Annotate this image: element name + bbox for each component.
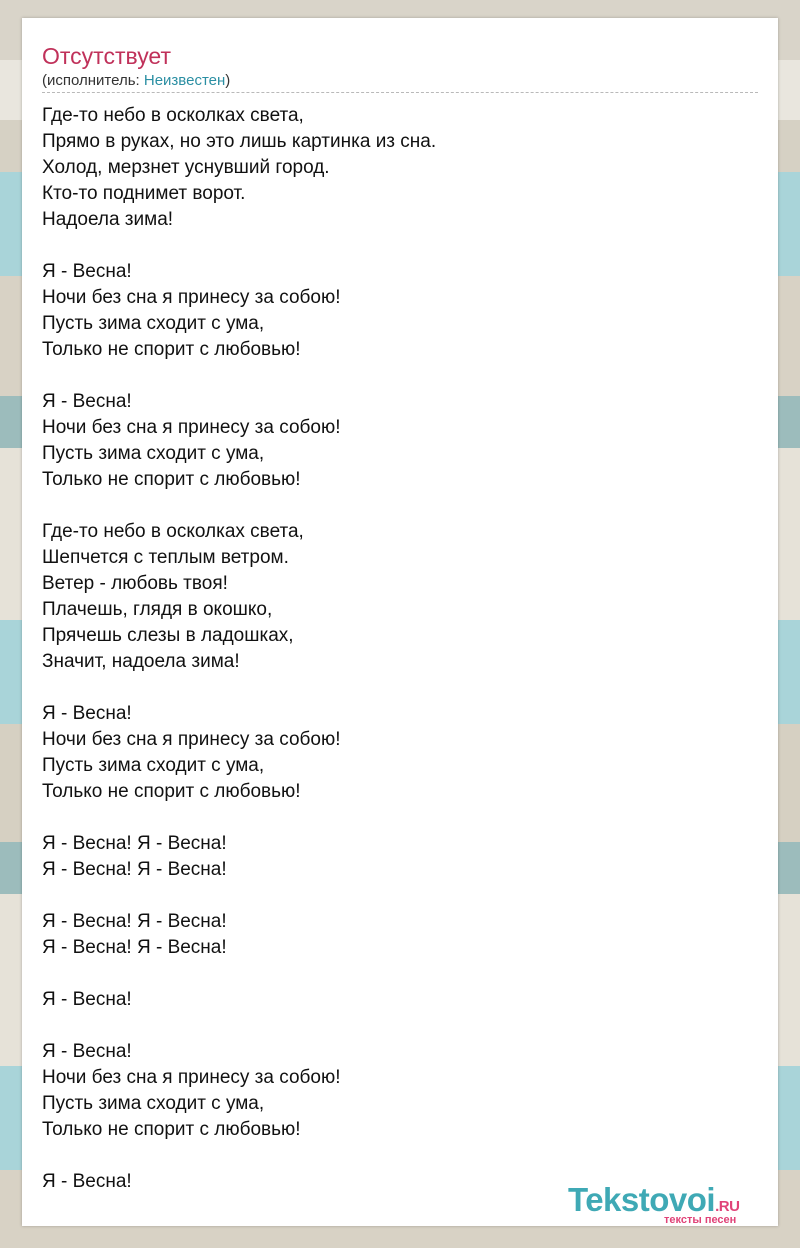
lyric-line — [42, 363, 742, 389]
lyrics-text — [42, 103, 742, 1195]
lyric-line: Ночи без сна я принесу за собою! — [42, 1067, 341, 1088]
lyric-line: Только не спорит с любовью! — [42, 469, 301, 490]
lyric-line: Ночи без сна я принесу за собою! — [42, 729, 341, 750]
logo-main-text: Tekstovoi — [568, 1181, 716, 1218]
lyric-line: Я - Весна! — [42, 1171, 132, 1192]
logo-tld: .RU — [715, 1198, 740, 1215]
lyric-line — [42, 1143, 742, 1169]
lyric-line — [42, 493, 742, 519]
lyric-line — [42, 883, 742, 909]
site-logo[interactable] — [568, 1180, 778, 1226]
lyric-line: Шепчется с теплым ветром. — [42, 547, 289, 568]
artist-suffix: ) — [225, 72, 231, 89]
artist-prefix: (исполнитель: — [42, 72, 144, 89]
lyric-line: Я - Весна! — [42, 261, 132, 282]
lyric-line — [42, 961, 742, 987]
lyric-line: Я - Весна! Я - Весна! — [42, 833, 227, 854]
lyric-line: Я - Весна! — [42, 989, 132, 1010]
lyric-line: Пусть зима сходит с ума, — [42, 755, 265, 776]
lyric-line — [42, 675, 742, 701]
lyric-line: Прямо в руках, но это лишь картинка из сна. — [42, 131, 437, 152]
lyric-line — [42, 805, 742, 831]
lyrics-card — [22, 18, 778, 1226]
lyric-line: Плачешь, глядя в окошко, — [42, 599, 273, 620]
lyric-line: Ветер - любовь твоя! — [42, 573, 228, 594]
lyric-line: Ночи без сна я принесу за собою! — [42, 287, 341, 308]
lyric-line: Я - Весна! — [42, 1041, 132, 1062]
lyric-line: Я - Весна! Я - Весна! — [42, 937, 227, 958]
lyric-line — [42, 233, 742, 259]
lyric-line: Пусть зима сходит с ума, — [42, 443, 265, 464]
lyric-line: Я - Весна! — [42, 703, 132, 724]
header-divider — [42, 92, 758, 93]
lyric-line: Где-то небо в осколках света, — [42, 521, 304, 542]
lyric-line: Где-то небо в осколках света, — [42, 105, 304, 126]
lyric-line: Холод, мерзнет уснувший город. — [42, 157, 330, 178]
lyric-line: Кто-то поднимет ворот. — [42, 183, 246, 204]
lyric-line: Я - Весна! Я - Весна! — [42, 911, 227, 932]
lyric-line: Только не спорит с любовью! — [42, 781, 301, 802]
lyric-line: Пусть зима сходит с ума, — [42, 1093, 265, 1114]
lyric-line: Ночи без сна я принесу за собою! — [42, 417, 341, 438]
logo-subtitle: тексты песен — [664, 1214, 737, 1226]
artist-link[interactable]: Неизвестен — [143, 72, 226, 89]
artist-line — [42, 72, 230, 90]
lyric-line: Только не спорит с любовью! — [42, 1119, 301, 1140]
lyric-line: Пусть зима сходит с ума, — [42, 313, 265, 334]
song-title: Отсутствует — [42, 43, 171, 69]
lyric-line: Прячешь слезы в ладошках, — [42, 625, 294, 646]
lyric-line: Я - Весна! — [42, 391, 132, 412]
lyric-line: Я - Весна! Я - Весна! — [42, 859, 227, 880]
lyric-line: Надоела зима! — [42, 209, 174, 230]
lyric-line — [42, 1013, 742, 1039]
lyric-line: Значит, надоела зима! — [42, 651, 240, 672]
lyric-line: Только не спорит с любовью! — [42, 339, 301, 360]
